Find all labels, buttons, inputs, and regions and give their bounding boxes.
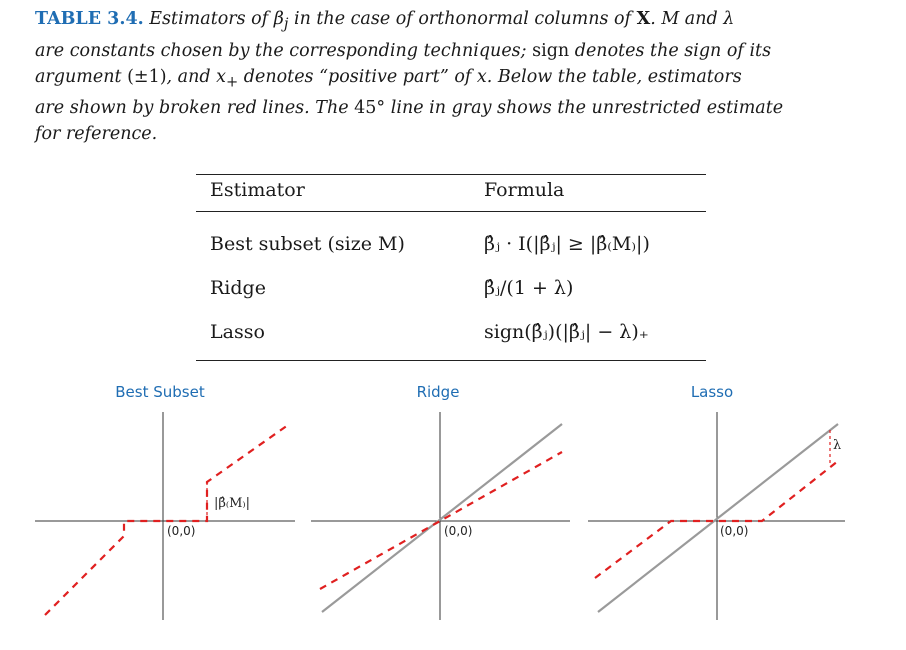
cell-formula: β̂ⱼ/(1 + λ) — [484, 277, 574, 299]
caption-text: denotes “positive part” of x. Below the table, estimators — [238, 66, 742, 87]
plot-title-ridge: Ridge — [416, 383, 460, 401]
header-formula: Formula — [470, 175, 706, 212]
lambda-label: λ — [833, 438, 842, 453]
reference-45-line — [598, 424, 838, 612]
caption-text: are shown by broken red lines. The — [35, 98, 355, 118]
threshold-label: |β̂₍M₎| — [214, 496, 250, 511]
caption-text: line in gray shows the unrestricted estimate — [385, 98, 784, 118]
caption-subscript: + — [226, 73, 239, 90]
origin-label: (0,0) — [167, 524, 196, 538]
caption-line-5: for reference. — [35, 124, 158, 144]
caption-plusminus: (±1) — [127, 66, 167, 87]
caption-sign: sign — [532, 40, 570, 61]
caption-degree: 45° — [354, 98, 386, 118]
header-estimator: Estimator — [196, 175, 470, 212]
caption-text: , and x — [166, 66, 227, 87]
estimator-plots — [0, 370, 906, 640]
plot-title-lasso: Lasso — [690, 383, 734, 401]
table-header-row — [196, 175, 706, 212]
caption-text: denotes the sign of its — [569, 40, 772, 61]
plot-lasso — [588, 383, 845, 620]
cell-estimator: Lasso — [196, 310, 470, 361]
cell-estimator: Ridge — [210, 277, 266, 299]
origin-label: (0,0) — [444, 524, 473, 538]
reference-45-line — [322, 424, 562, 612]
table-row — [196, 310, 706, 361]
caption-text: . M and λ — [650, 9, 735, 29]
plot-title-best-subset: Best Subset — [115, 383, 205, 401]
caption-line-4 — [35, 95, 875, 121]
best-subset-estimator-line — [45, 425, 288, 615]
plot-ridge — [311, 383, 570, 620]
table-row — [196, 212, 706, 267]
table-row — [196, 266, 706, 310]
caption-text: are constants chosen by the corresponding techniques; — [35, 40, 533, 61]
estimator-table — [196, 174, 706, 361]
caption-text: in the case of orthonormal columns of — [288, 9, 637, 29]
origin-label: (0,0) — [720, 524, 749, 538]
plot-best-subset — [35, 383, 295, 620]
table-label: TABLE 3.4. — [35, 9, 144, 29]
caption-line-1 — [35, 6, 875, 38]
caption-subscript: j — [283, 15, 289, 33]
caption-line-2 — [35, 38, 875, 64]
table-caption — [35, 6, 875, 147]
cell-formula: sign(β̂ⱼ)(|β̂ⱼ| − λ)₊ — [470, 310, 706, 361]
caption-text: Estimators of β — [143, 9, 284, 29]
caption-matrix-x: X — [636, 9, 651, 29]
caption-line-3 — [35, 64, 875, 96]
cell-estimator: Best subset (size M) — [210, 233, 405, 255]
cell-formula: β̂ⱼ · I(|β̂ⱼ| ≥ |β̂₍M₎|) — [484, 233, 650, 255]
caption-text: argument — [35, 66, 128, 87]
